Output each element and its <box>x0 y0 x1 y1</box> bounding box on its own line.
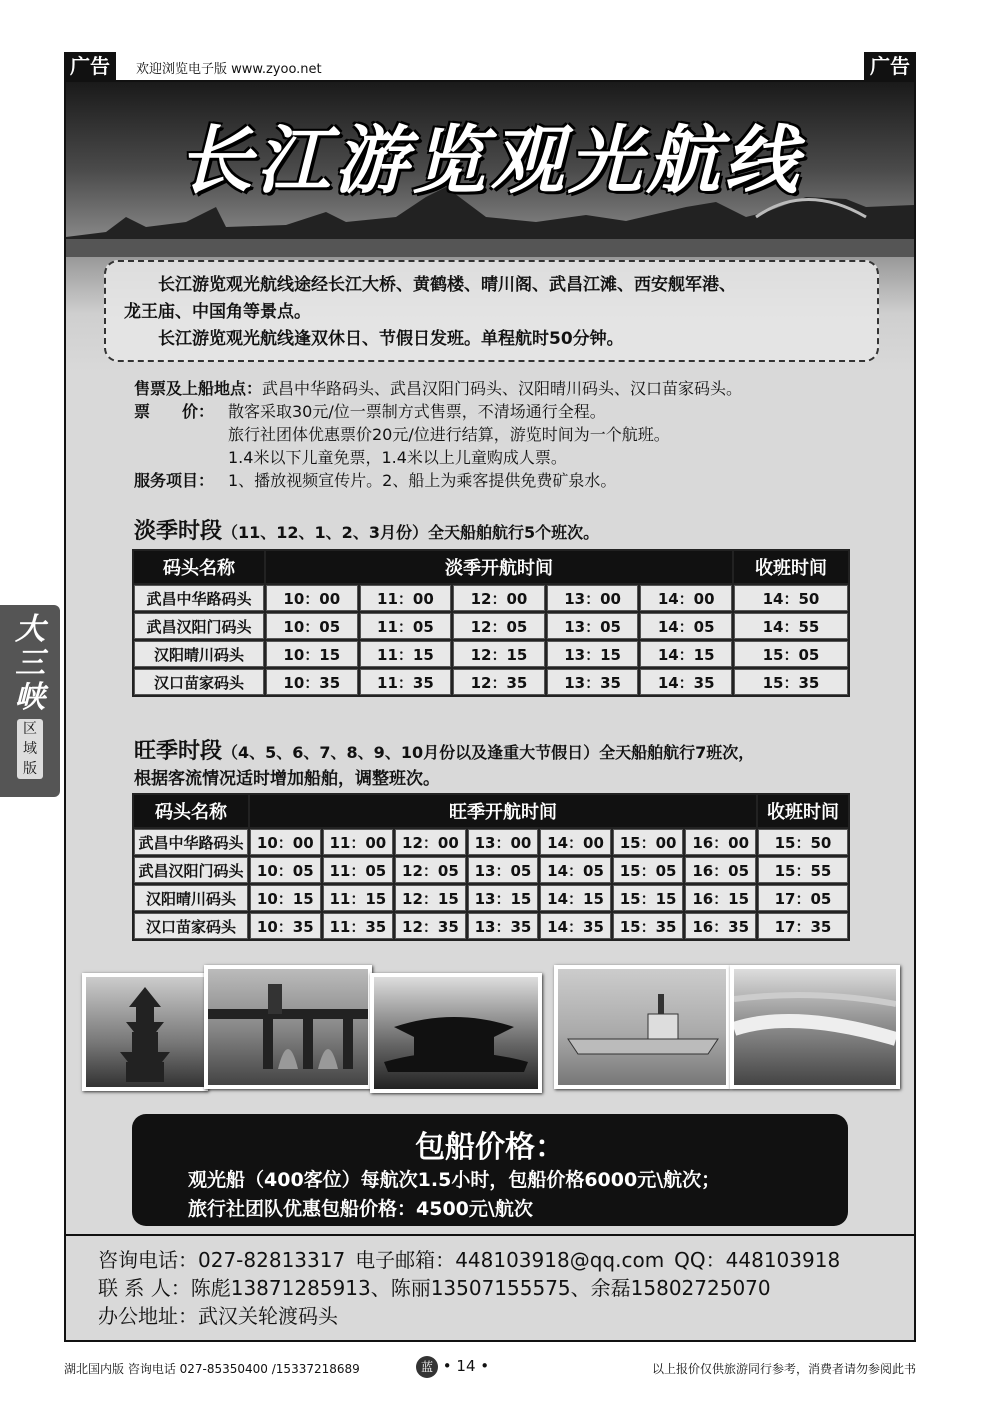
ad-tag-right: 广告 <box>864 52 916 80</box>
service-label: 服务项目： <box>134 471 215 490</box>
charter-line-1: 观光船（400客位）每航次1.5小时，包船价格6000元\航次； <box>188 1169 721 1191</box>
edition-badge: 蓝 <box>416 1356 438 1378</box>
departure-time: 13：00 <box>547 585 639 611</box>
departure-time: 12：15 <box>395 885 466 911</box>
page-title: 长江游览观光航线 <box>178 118 802 204</box>
departure-time: 13：35 <box>547 669 639 695</box>
ad-tag-left: 广告 <box>64 52 116 80</box>
departure-time: 12：05 <box>453 613 545 639</box>
price-line-1: 散客采取30元/位一票制方式售票，不清场通行全程。 <box>228 402 606 421</box>
pier-name: 汉口苗家码头 <box>134 669 264 695</box>
pier-name: 武昌汉阳门码头 <box>134 613 264 639</box>
departure-time: 16：35 <box>685 913 756 939</box>
pier-name: 武昌汉阳门码头 <box>134 857 248 883</box>
departure-time: 16：15 <box>685 885 756 911</box>
departure-time: 11：00 <box>360 585 452 611</box>
departure-time: 15：05 <box>613 857 684 883</box>
departure-time: 13：35 <box>468 913 539 939</box>
page-number-block <box>416 1356 489 1378</box>
departure-time: 14：05 <box>640 613 732 639</box>
off-season-table <box>132 549 850 697</box>
peak-col-times: 旺季开航时间 <box>250 795 756 827</box>
top-bar <box>64 52 916 80</box>
intro-box <box>104 260 879 362</box>
peak-season-note: 根据客流情况适时增加船舶，调整班次。 <box>134 769 440 789</box>
page-number: • 14 • <box>442 1357 490 1375</box>
departure-time: 14：05 <box>540 857 611 883</box>
departure-time: 10：15 <box>266 641 358 667</box>
departure-time: 14：35 <box>540 913 611 939</box>
off_season-table-row <box>134 585 848 611</box>
hero-banner <box>66 82 914 372</box>
departure-time: 11：35 <box>323 913 394 939</box>
last-departure-time: 17：35 <box>758 913 848 939</box>
last-departure-time: 15：35 <box>734 669 848 695</box>
charter-line-2: 旅行社团队优惠包船价格：4500元\航次 <box>188 1198 533 1220</box>
departure-time: 11：15 <box>323 885 394 911</box>
departure-time: 15：35 <box>613 913 684 939</box>
service-value: 1、播放视频宣传片。2、船上为乘客提供免费矿泉水。 <box>228 471 617 490</box>
price-line-3: 1.4米以下儿童免票，1.4米以上儿童购成人票。 <box>228 448 567 467</box>
side-tab <box>0 605 60 797</box>
river-aerial-photo <box>730 965 900 1089</box>
departure-time: 12：35 <box>395 913 466 939</box>
departure-time: 16：00 <box>685 829 756 855</box>
departure-time: 12：00 <box>453 585 545 611</box>
intro-line-2: 龙王庙、中国角等景点。 <box>124 302 311 322</box>
off-season-title: 淡季时段 <box>134 519 223 544</box>
departure-time: 12：05 <box>395 857 466 883</box>
pier-name: 汉阳晴川码头 <box>134 885 248 911</box>
email-label: 电子邮箱： <box>355 1248 456 1272</box>
peak_season-table-row <box>134 913 848 939</box>
email-address[interactable]: 448103918@qq.com <box>455 1248 665 1272</box>
departure-time: 15：15 <box>613 885 684 911</box>
warship-photo <box>554 965 730 1089</box>
departure-time: 11：15 <box>360 641 452 667</box>
peak-season-table <box>132 793 850 941</box>
peak-season-title: 旺季时段 <box>134 739 223 764</box>
off-col-last: 收班时间 <box>734 551 848 583</box>
departure-time: 14：00 <box>540 829 611 855</box>
phone-number[interactable]: 027-82813317 <box>198 1248 346 1272</box>
departure-time: 10：35 <box>250 913 321 939</box>
peak-season-detail: （4、5、6、7、8、9、10月份以及逢重大节假日）全天船舶航行7班次， <box>222 743 755 762</box>
departure-time: 14：15 <box>540 885 611 911</box>
intro-line-3: 长江游览观光航线逢双休日、节假日发班。单程航时50分钟。 <box>158 329 624 349</box>
address-value: 武汉关轮渡码头 <box>198 1304 338 1328</box>
side-tab-label: 区 域 版 <box>17 719 43 779</box>
ticket-value: 武昌中华路码头、武昌汉阳门码头、汉阳晴川码头、汉口苗家码头。 <box>262 379 743 398</box>
price-line-2: 旅行社团体优惠票价20元/位进行结算，游览时间为一个航班。 <box>228 425 670 444</box>
departure-time: 10：05 <box>266 613 358 639</box>
welcome-text[interactable]: 欢迎浏览电子版 www.zyoo.net <box>136 62 322 77</box>
departure-time: 13：05 <box>547 613 639 639</box>
yangtze-bridge-photo <box>204 965 372 1089</box>
off-col-pier: 码头名称 <box>134 551 264 583</box>
off-season-heading <box>134 514 599 545</box>
last-departure-time: 14：55 <box>734 613 848 639</box>
departure-time: 10：00 <box>266 585 358 611</box>
footer-left: 湖北国内版 咨询电话 027-85350400 /15337218689 <box>64 1362 360 1376</box>
contact-block <box>66 1234 914 1330</box>
departure-time: 11：35 <box>360 669 452 695</box>
departure-time: 15：00 <box>613 829 684 855</box>
intro-line-1: 长江游览观光航线途经长江大桥、黄鹤楼、晴川阁、武昌江滩、西安舰军港、 <box>158 275 736 295</box>
departure-time: 10：15 <box>250 885 321 911</box>
departure-time: 11：05 <box>323 857 394 883</box>
peak_season-table-row <box>134 885 848 911</box>
last-departure-time: 17：05 <box>758 885 848 911</box>
peak-col-last: 收班时间 <box>758 795 848 827</box>
departure-time: 13：15 <box>468 885 539 911</box>
departure-time: 14：35 <box>640 669 732 695</box>
phone-label: 咨询电话： <box>98 1248 198 1272</box>
photo-strip <box>76 965 906 1090</box>
footer-right: 以上报价仅供旅游同行参考，消费者请勿参阅此书 <box>651 1362 916 1376</box>
info-block <box>134 377 742 492</box>
departure-time: 10：35 <box>266 669 358 695</box>
charter-price-box <box>132 1114 848 1226</box>
side-tab-title: 大 三 峡 <box>15 612 45 715</box>
departure-time: 16：05 <box>685 857 756 883</box>
peak-season-heading <box>134 734 754 765</box>
address-label: 办公地址： <box>98 1304 198 1328</box>
last-departure-time: 15：50 <box>758 829 848 855</box>
departure-time: 10：05 <box>250 857 321 883</box>
last-departure-time: 15：05 <box>734 641 848 667</box>
ticket-label: 售票及上船地点： <box>134 379 263 398</box>
departure-time: 12：35 <box>453 669 545 695</box>
departure-time: 10：00 <box>250 829 321 855</box>
departure-time: 11：00 <box>323 829 394 855</box>
qq-label: QQ： <box>674 1248 726 1272</box>
departure-time: 12：15 <box>453 641 545 667</box>
departure-time: 12：00 <box>395 829 466 855</box>
yellow-crane-tower-photo <box>82 973 208 1091</box>
peak_season-table-row <box>134 857 848 883</box>
departure-time: 13：05 <box>468 857 539 883</box>
peak_season-table-row <box>134 829 848 855</box>
off-col-times: 淡季开航时间 <box>266 551 732 583</box>
departure-time: 14：00 <box>640 585 732 611</box>
pier-name: 武昌中华路码头 <box>134 585 264 611</box>
off_season-table-row <box>134 641 848 667</box>
contact-persons: 陈彪13871285913、陈丽13507155575、余磊15802725070 <box>190 1276 771 1300</box>
peak-col-pier: 码头名称 <box>134 795 248 827</box>
departure-time: 14：15 <box>640 641 732 667</box>
departure-time: 13：15 <box>547 641 639 667</box>
last-departure-time: 14：50 <box>734 585 848 611</box>
pier-name: 汉口苗家码头 <box>134 913 248 939</box>
qingchuan-pavilion-photo <box>370 973 542 1093</box>
ad-frame <box>64 80 916 1342</box>
qq-number: 448103918 <box>725 1248 841 1272</box>
departure-time: 11：05 <box>360 613 452 639</box>
pier-name: 武昌中华路码头 <box>134 829 248 855</box>
off_season-table-row <box>134 613 848 639</box>
charter-heading: 包船价格： <box>415 1130 565 1165</box>
departure-time: 13：00 <box>468 829 539 855</box>
off-season-detail: （11、12、1、2、3月份）全天船舶航行5个班次。 <box>222 523 600 542</box>
pier-name: 汉阳晴川码头 <box>134 641 264 667</box>
last-departure-time: 15：55 <box>758 857 848 883</box>
contact-person-label: 联 系 人： <box>98 1276 191 1300</box>
off_season-table-row <box>134 669 848 695</box>
price-label: 票 价： <box>134 402 215 421</box>
